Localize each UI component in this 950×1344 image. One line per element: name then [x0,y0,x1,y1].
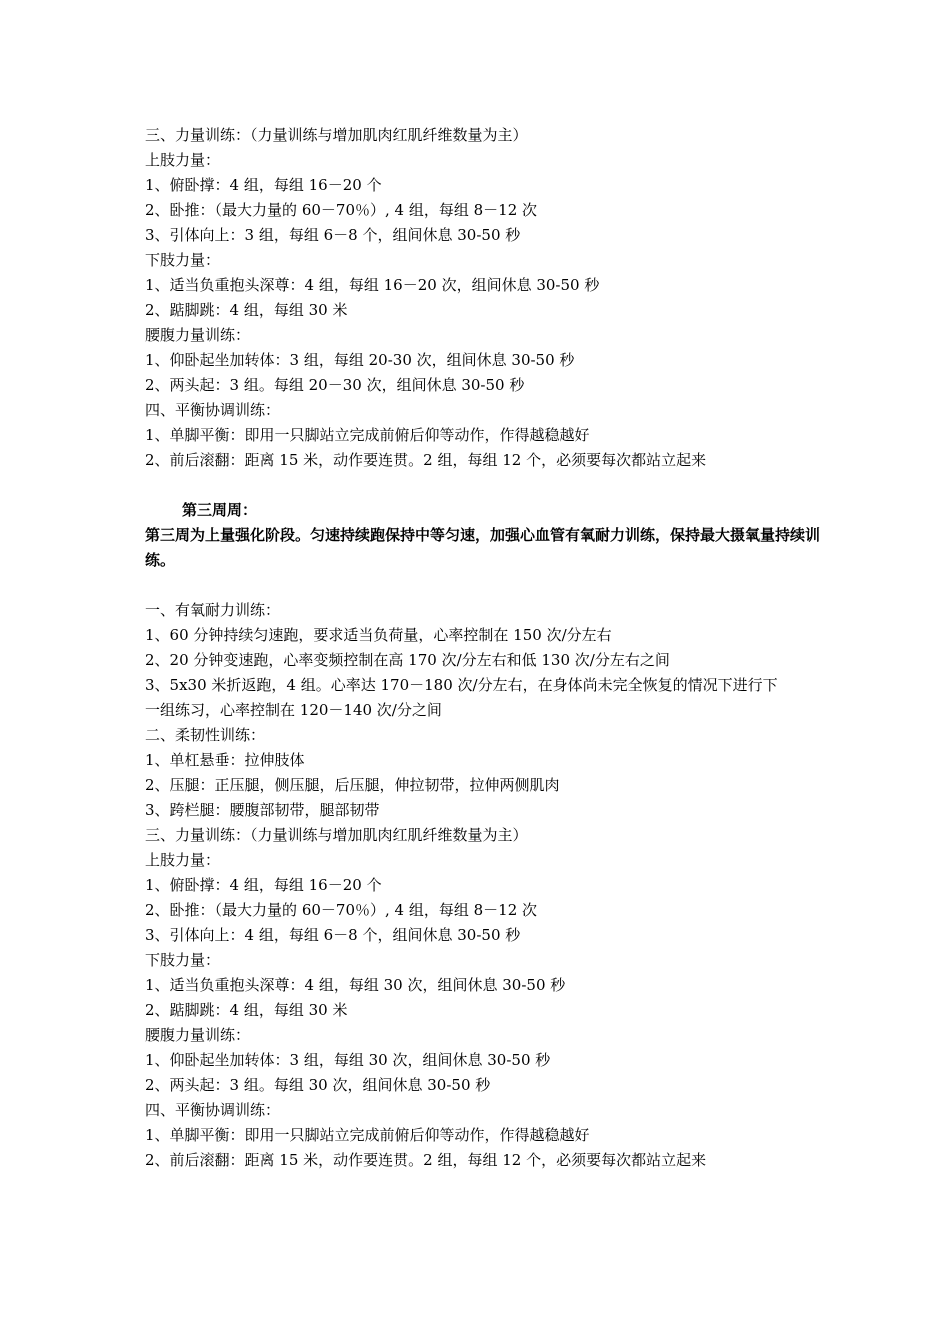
balance-heading: 四、平衡协调训练： [145,401,281,419]
list-item: 3、引体向上：3 组，每组 6－8 个，组间休息 30-50 秒 [145,226,521,244]
spacer [145,573,835,598]
lower-body-heading: 下肢力量： [145,251,221,269]
list-item: 1、60 分钟持续匀速跑，要求适当负荷量，心率控制在 150 次/分左右 [145,626,612,644]
list-item-continued: 一组练习，心率控制在 120－140 次/分之间 [145,701,442,719]
list-item: 2、卧推：（最大力量的 60－70％）, 4 组，每组 8－12 次 [145,901,538,919]
document-page [145,123,835,1173]
core-heading: 腰腹力量训练： [145,1026,251,1044]
strength-heading: 三、力量训练：（力量训练与增加肌肉红肌纤维数量为主） [145,826,528,844]
list-item: 1、适当负重抱头深尊：4 组，每组 16－20 次，组间休息 30-50 秒 [145,276,600,294]
balance-heading: 四、平衡协调训练： [145,1101,281,1119]
lower-body-heading: 下肢力量： [145,951,221,969]
strength-heading: 三、力量训练：（力量训练与增加肌肉红肌纤维数量为主） [145,126,528,144]
upper-body-heading: 上肢力量： [145,151,221,169]
list-item: 3、引体向上：4 组，每组 6－8 个，组间休息 30-50 秒 [145,926,521,944]
list-item: 1、适当负重抱头深尊：4 组，每组 30 次，组间休息 30-50 秒 [145,976,566,994]
week3-section [145,498,835,1173]
upper-body-heading: 上肢力量： [145,851,221,869]
list-item: 2、踮脚跳：4 组，每组 30 米 [145,301,348,319]
week3-intro: 第三周为上量强化阶段。匀速持续跑保持中等匀速，加强心血管有氧耐力训练，保持最大摄氧量持续训练。 [145,526,821,569]
list-item: 2、踮脚跳：4 组，每组 30 米 [145,1001,348,1019]
spacer [145,473,835,498]
list-item: 1、俯卧撑：4 组，每组 16－20 个 [145,876,382,894]
list-item: 1、仰卧起坐加转体：3 组，每组 30 次，组间休息 30-50 秒 [145,1051,551,1069]
flexibility-heading: 二、柔韧性训练： [145,726,266,744]
list-item: 2、前后滚翻：距离 15 米，动作要连贯。2 组，每组 12 个，必须要每次都站立起来 [145,451,707,469]
list-item: 1、单脚平衡：即用一只脚站立完成前俯后仰等动作，作得越稳越好 [145,1126,590,1144]
list-item: 2、前后滚翻：距离 15 米，动作要连贯。2 组，每组 12 个，必须要每次都站立起来 [145,1151,707,1169]
list-item: 1、单脚平衡：即用一只脚站立完成前俯后仰等动作，作得越稳越好 [145,426,590,444]
list-item: 1、单杠悬垂：拉伸肢体 [145,751,305,769]
list-item: 2、卧推：（最大力量的 60－70％）, 4 组，每组 8－12 次 [145,201,538,219]
list-item: 2、20 分钟变速跑，心率变频控制在高 170 次/分左右和低 130 次/分左右之间 [145,651,670,669]
list-item: 2、两头起：3 组。每组 20－30 次，组间休息 30-50 秒 [145,376,525,394]
aerobic-heading: 一、有氧耐力训练： [145,601,281,619]
week3-title: 第三周周： [182,501,258,519]
core-heading: 腰腹力量训练： [145,326,251,344]
list-item: 3、5x30 米折返跑，4 组。心率达 170－180 次/分左右，在身体尚未完全恢复的情况下进行下 [145,676,778,694]
list-item: 1、俯卧撑：4 组，每组 16－20 个 [145,176,382,194]
prev-week-section [145,123,835,473]
list-item: 2、两头起：3 组。每组 30 次，组间休息 30-50 秒 [145,1076,491,1094]
list-item: 3、跨栏腿：腰腹部韧带，腿部韧带 [145,801,380,819]
list-item: 2、压腿：正压腿，侧压腿，后压腿，伸拉韧带，拉伸两侧肌肉 [145,776,560,794]
list-item: 1、仰卧起坐加转体：3 组，每组 20-30 次，组间休息 30-50 秒 [145,351,575,369]
